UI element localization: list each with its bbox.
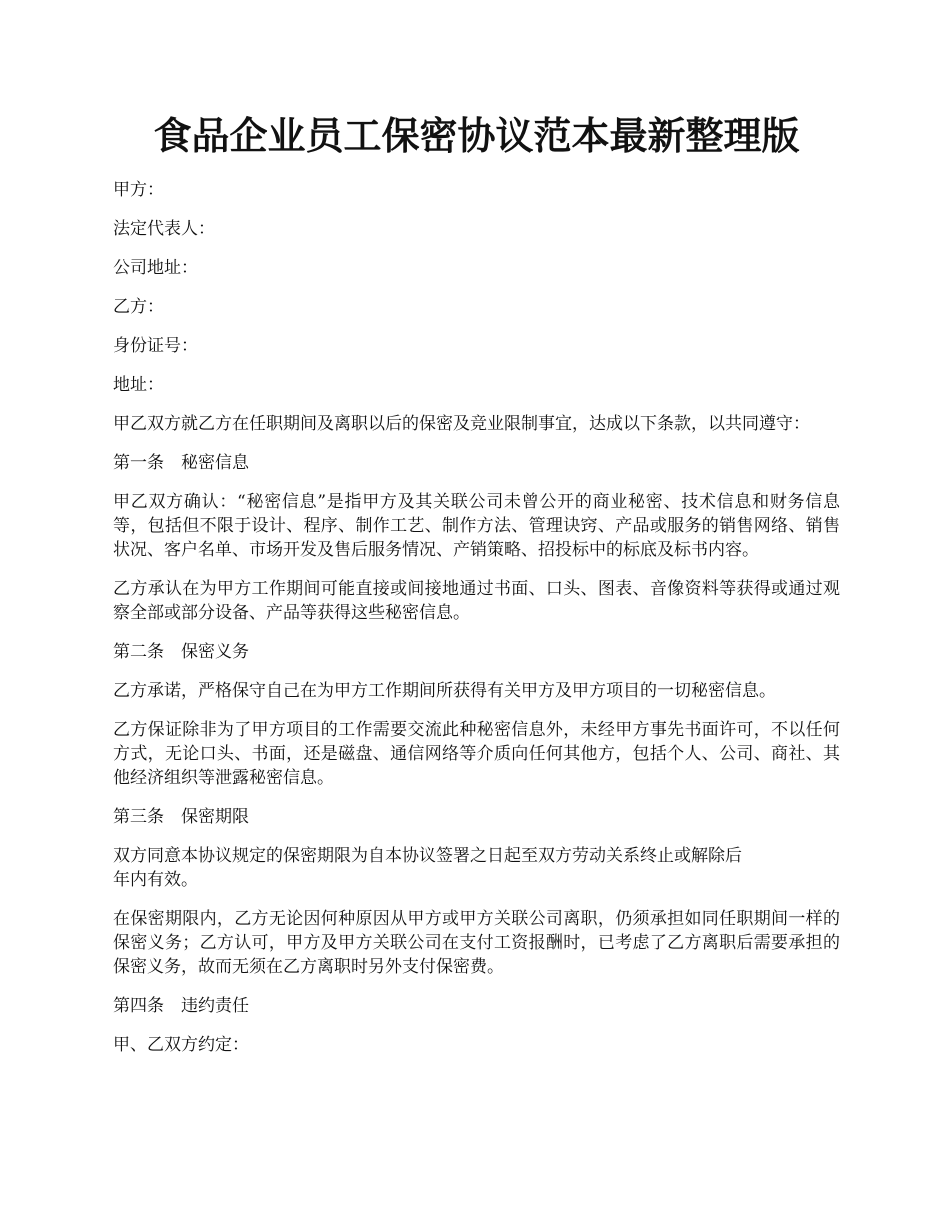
- party-b-field: 乙方：: [113, 297, 164, 317]
- intro-paragraph: 甲乙双方就乙方在任职期间及离职以后的保密及竞业限制事宜，达成以下条款，以共同遵守：: [113, 414, 810, 434]
- article-3-paragraph-2: 在保密期限内，乙方无论因何种原因从甲方或甲方关联公司离职，仍须承担如同任职期间一样的保密义务；乙方认可，甲方及甲方关联公司在支付工资报酬时，已考虑了乙方离职后需要承担的保密义务，故而无须在乙方离职时另外支付保密费。: [113, 909, 840, 977]
- company-address-field: 公司地址：: [113, 258, 198, 278]
- article-4-heading: 第四条 违约责任: [113, 996, 249, 1016]
- article-3-paragraph-1-line-2: 年内有效。: [113, 870, 198, 890]
- article-2-heading: 第二条 保密义务: [113, 642, 249, 662]
- address-field: 地址：: [113, 375, 164, 395]
- document-body: [113, 178, 840, 1057]
- legal-representative-field: 法定代表人：: [113, 219, 215, 239]
- article-1-heading: 第一条 秘密信息: [113, 453, 249, 473]
- document-title: 食品企业员工保密协议范本最新整理版: [153, 113, 800, 158]
- article-3-paragraph-1-line-1: 双方同意本协议规定的保密期限为自本协议签署之日起至双方劳动关系终止或解除后: [113, 846, 742, 866]
- article-1-paragraph-2: 乙方承认在为甲方工作期间可能直接或间接地通过书面、口头、图表、音像资料等获得或通过观察全部或部分设备、产品等获得这些秘密信息。: [113, 579, 840, 623]
- document-page: [113, 0, 840, 1072]
- article-2-paragraph-2: 乙方保证除非为了甲方项目的工作需要交流此种秘密信息外，未经甲方事先书面许可，不以任何方式，无论口头、书面，还是磁盘、通信网络等介质向任何其他方，包括个人、公司、商社、其他经济组织等泄露秘密信息。: [113, 720, 840, 788]
- party-a-field: 甲方：: [113, 180, 164, 200]
- article-1-paragraph-1: 甲乙双方确认：“秘密信息”是指甲方及其关联公司未曾公开的商业秘密、技术信息和财务信息等，包括但不限于设计、程序、制作工艺、制作方法、管理诀窍、产品或服务的销售网络、销售状况、客户名单、市场开发及售后服务情况、产销策略、招投标中的标底及标书内容。: [113, 492, 840, 560]
- article-2-paragraph-1: 乙方承诺，严格保守自己在为甲方工作期间所获得有关甲方及甲方项目的一切秘密信息。: [113, 681, 776, 701]
- article-3-paragraph-1: [113, 844, 840, 892]
- article-4-paragraph-1: 甲、乙双方约定：: [113, 1035, 249, 1055]
- id-number-field: 身份证号：: [113, 336, 198, 356]
- article-3-heading: 第三条 保密期限: [113, 807, 249, 827]
